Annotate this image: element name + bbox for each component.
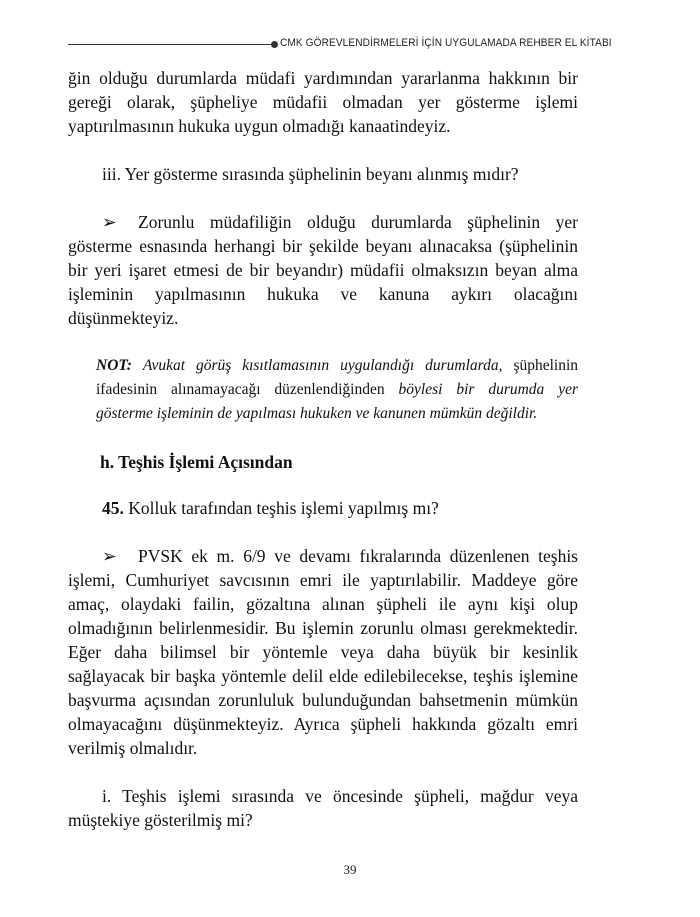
paragraph-bullet-1 (68, 210, 578, 330)
note-italic-1: Avukat görüş kısıtlamasının uygulandığı durumlarda, (142, 357, 503, 374)
paragraph-bullet-2-text: PVSK ek m. 6/9 ve devamı fıkralarında düzenlenen teşhis işlemi, Cumhuriyet savcısının emri ile yaptırılabilir. Maddeye göre amaç, olaydaki failin, gözaltına alınan şüpheli ile aynı kişi olup olmadığının belirlenmesidir. Bu işlemin zorunlu olması gerekmektedir. Eğer daha bilimsel bir yöntemle veya daha büyük bir kesinlik sağlayacak bir başka yöntemle delil elde edilebilecekse, teşhis işlemine başvurma açısından zorunluluk bulunduğundan bahsetmenin mümkün olmayacağını düşünmekteyiz. Ayrıca şüpheli hakkında gözaltı emri verilmiş olmalıdır. (68, 546, 578, 758)
question-45-number: 45. (102, 498, 124, 518)
page-body (68, 66, 578, 832)
note-label: NOT: (96, 357, 132, 374)
note-italic-2: böylesi bir durumda yer gösterme işleminin de yapılması hukuken ve kanunen mümkün değildir. (96, 381, 578, 422)
header-dot (271, 41, 278, 48)
question-iii: iii. Yer gösterme sırasında şüphelinin beyanı alınmış mıdır? (102, 164, 519, 184)
running-header: CMK GÖREVLENDİRMELERİ İÇİN UYGULAMADA REHBER EL KİTABI (280, 37, 612, 49)
section-heading-h: h. Teşhis İşlemi Açısından (100, 452, 293, 472)
question-45-text: Kolluk tarafından teşhis işlemi yapılmış mı? (128, 498, 439, 518)
note-block (96, 354, 578, 426)
paragraph-bullet-1-text: Zorunlu müdafiliğin olduğu durumlarda şüphelinin yer gösterme esnasında herhangi bir şekilde beyanı alınacaksa (şüphelinin bir yeri işaret etmesi de bir beyandır) müdafii olmaksızın beyan alma işleminin yapılmasının hukuka ve kanuna aykırı olacağını düşünmekteyiz. (68, 212, 578, 328)
paragraph-continued: ğin olduğu durumlarda müdafi yardımından yararlanma hakkının bir gereği olarak, şüpheliye müdafii olmadan yer gösterme işlemi yaptırılmasının hukuka uygun olmadığı kanaatindeyiz. (68, 68, 578, 136)
header-rule (68, 44, 271, 45)
question-i: i. Teşhis işlemi sırasında ve öncesinde şüpheli, mağdur veya müştekiye gösterilmiş mi? (68, 786, 578, 830)
paragraph-bullet-2 (68, 544, 578, 760)
arrow-bullet-icon: ➢ (102, 212, 117, 232)
note-plain: şüphelinin ifadesinin alınamayacağı düzenlendiğinden (96, 357, 579, 398)
page-number: 39 (343, 862, 357, 877)
question-45 (68, 496, 578, 520)
arrow-bullet-icon: ➢ (102, 546, 117, 566)
